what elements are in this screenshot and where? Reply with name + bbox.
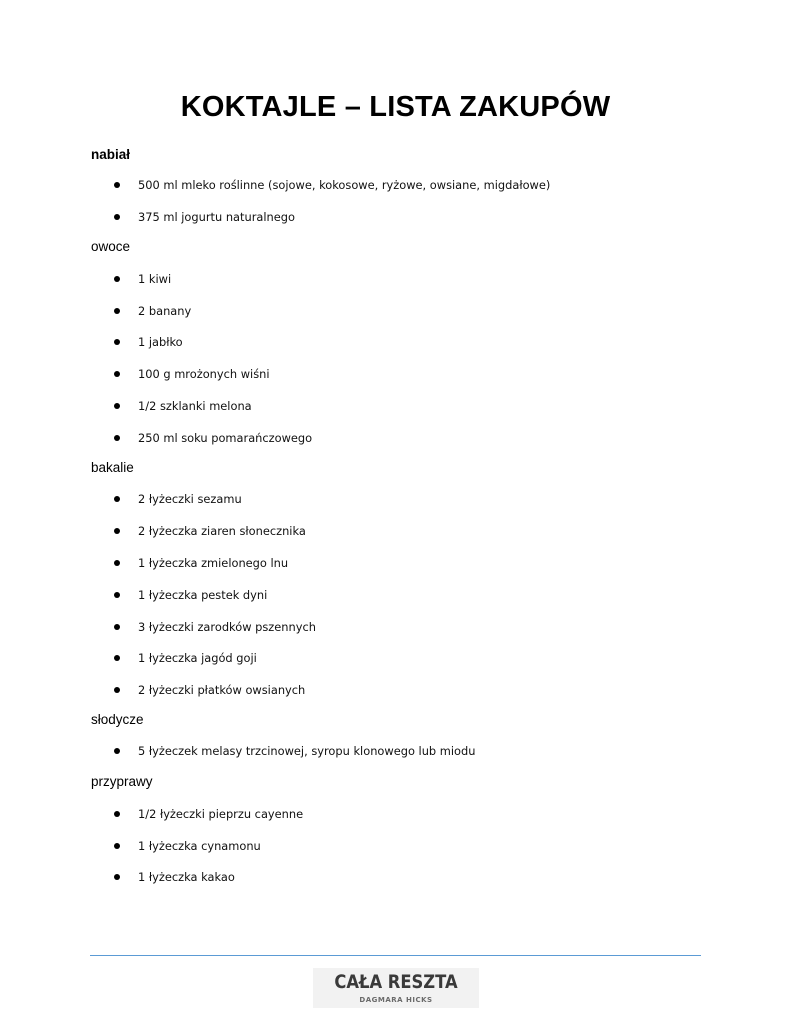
bullet-icon [114, 528, 120, 534]
bullet-icon [114, 403, 120, 409]
bullet-icon [114, 214, 120, 220]
section-heading-przyprawy: przyprawy [91, 774, 153, 789]
bullet-icon [114, 339, 120, 345]
section-heading-owoce: owoce [91, 239, 131, 254]
section-heading-slodycze: słodycze [91, 712, 144, 727]
section-heading-bakalie: bakalie [91, 460, 134, 475]
bullet-icon [114, 435, 120, 441]
bullet-icon [114, 687, 120, 693]
bullet-icon [114, 496, 120, 502]
bullet-icon [114, 276, 120, 282]
bullet-icon [114, 624, 120, 630]
bullet-icon [114, 560, 120, 566]
bullet-icon [114, 371, 120, 377]
footer-logo [313, 968, 479, 1008]
bullet-icon [114, 182, 120, 188]
bullet-icon [114, 308, 120, 314]
logo-sub-text: DAGMARA HICKS [359, 996, 433, 1004]
bullet-icon [114, 811, 120, 817]
document-title: KOKTAJLE – LISTA ZAKUPÓW [180, 91, 611, 123]
bullet-icon [114, 748, 120, 754]
section-heading-nabial: nabiał [91, 147, 131, 162]
bullet-icon [114, 874, 120, 880]
bullet-icon [114, 843, 120, 849]
bullet-icon [114, 592, 120, 598]
logo-main-text: CAŁA RESZTA [334, 971, 458, 993]
footer-divider [90, 955, 701, 956]
bullet-icon [114, 655, 120, 661]
